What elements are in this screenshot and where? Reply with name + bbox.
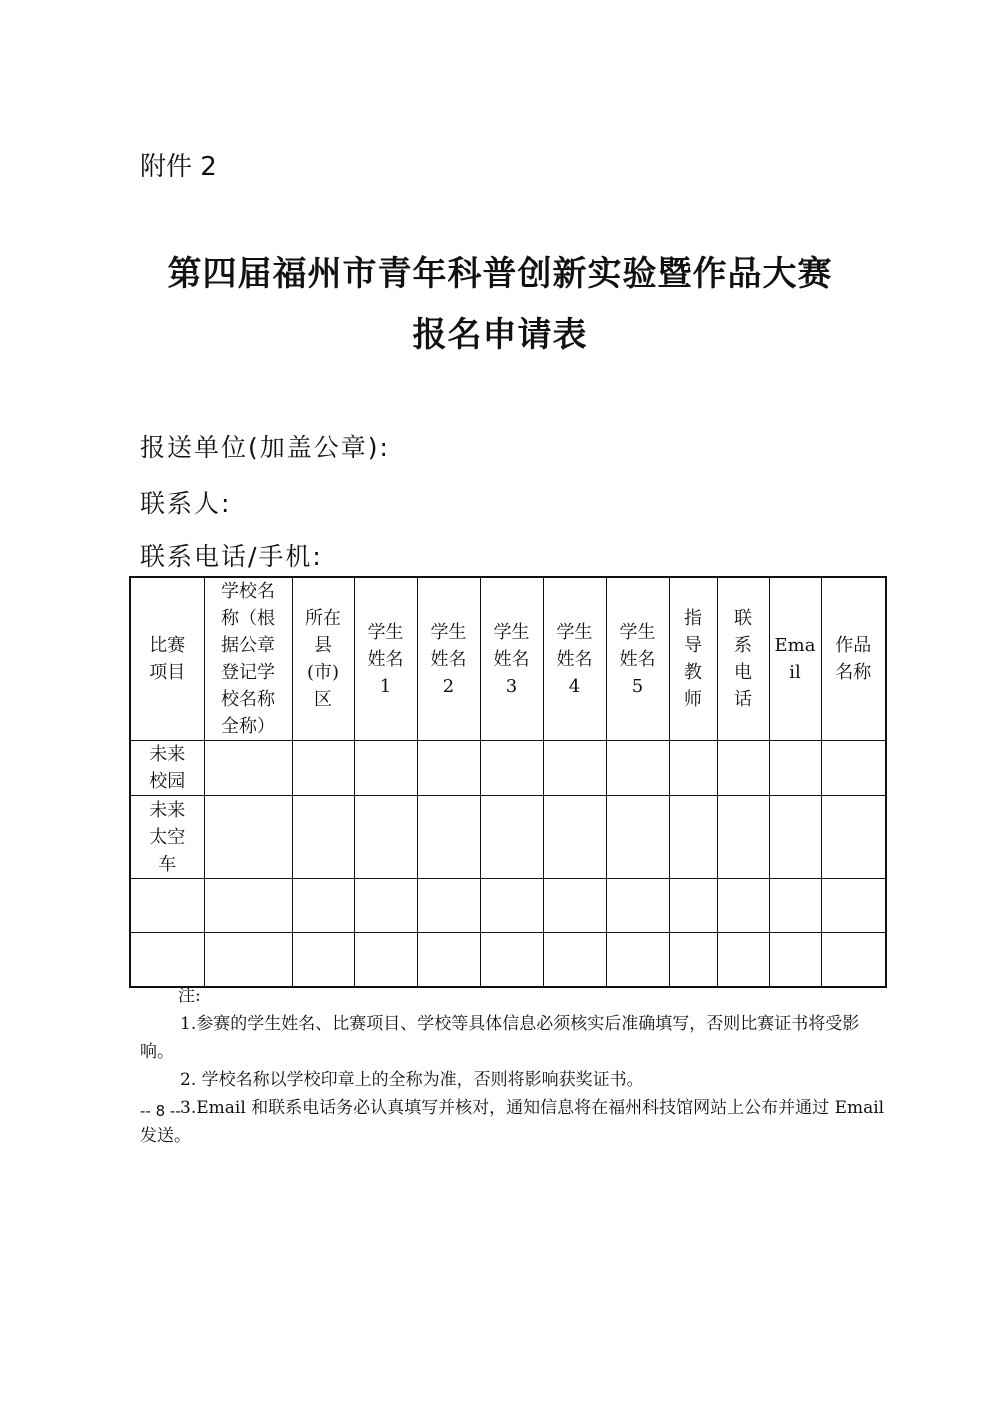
header-text: 所在 县 (市) 区 xyxy=(305,608,341,710)
header-text: 学生 姓名 2 xyxy=(430,621,467,697)
empty-cell[interactable] xyxy=(354,933,417,988)
registration-table xyxy=(129,576,887,988)
empty-cell[interactable] xyxy=(543,933,606,988)
header-cell-student-5 xyxy=(606,577,669,741)
header-text: 学生 姓名 1 xyxy=(367,621,404,697)
empty-cell[interactable] xyxy=(417,879,480,933)
empty-cell[interactable] xyxy=(717,741,769,796)
header-cell-email xyxy=(769,577,821,741)
header-cell-student-1 xyxy=(354,577,417,741)
page-number: -- 8 -- xyxy=(140,1102,181,1120)
header-cell-teacher xyxy=(669,577,717,741)
category-cell[interactable] xyxy=(130,933,204,988)
category-cell xyxy=(130,741,204,796)
empty-cell[interactable] xyxy=(292,879,354,933)
empty-cell[interactable] xyxy=(821,741,886,796)
empty-cell[interactable] xyxy=(717,933,769,988)
empty-cell[interactable] xyxy=(204,879,292,933)
header-text: 联 系 电 话 xyxy=(734,608,752,710)
note-item-2: 2. 学校名称以学校印章上的全称为准，否则将影响获奖证书。 xyxy=(180,1070,644,1090)
header-cell-student-4 xyxy=(543,577,606,741)
header-cell-student-2 xyxy=(417,577,480,741)
table-header-row xyxy=(130,577,886,741)
empty-cell[interactable] xyxy=(204,933,292,988)
header-text: 学生 姓名 5 xyxy=(619,621,656,697)
empty-cell[interactable] xyxy=(292,933,354,988)
category-cell[interactable] xyxy=(130,879,204,933)
empty-cell[interactable] xyxy=(606,879,669,933)
table-row xyxy=(130,933,886,988)
empty-cell[interactable] xyxy=(769,933,821,988)
header-text: Ema il xyxy=(774,635,816,683)
empty-cell[interactable] xyxy=(417,933,480,988)
empty-cell[interactable] xyxy=(543,741,606,796)
header-cell-category xyxy=(130,577,204,741)
notes-label: 注: xyxy=(178,986,201,1006)
attachment-label: 附件 2 xyxy=(140,152,217,182)
empty-cell[interactable] xyxy=(480,796,543,879)
empty-cell[interactable] xyxy=(292,796,354,879)
empty-cell[interactable] xyxy=(543,879,606,933)
category-text: 未来 校园 xyxy=(149,744,186,792)
empty-cell[interactable] xyxy=(354,741,417,796)
submitting-unit-label: 报送单位(加盖公章): xyxy=(140,433,390,462)
header-cell-school xyxy=(204,577,292,741)
empty-cell[interactable] xyxy=(669,879,717,933)
header-text: 指 导 教 师 xyxy=(684,608,702,710)
header-cell-student-3 xyxy=(480,577,543,741)
empty-cell[interactable] xyxy=(669,796,717,879)
table-row xyxy=(130,879,886,933)
empty-cell[interactable] xyxy=(769,796,821,879)
empty-cell[interactable] xyxy=(769,879,821,933)
document-title: 第四届福州市青年科普创新实验暨作品大赛 xyxy=(167,254,833,294)
empty-cell[interactable] xyxy=(480,933,543,988)
empty-cell[interactable] xyxy=(821,796,886,879)
header-text: 学生 姓名 3 xyxy=(493,621,530,697)
note-item-1: 1.参赛的学生姓名、比赛项目、学校等具体信息必须核实后准确填写，否则比赛证书将受影响。 xyxy=(140,1014,860,1062)
empty-cell[interactable] xyxy=(717,879,769,933)
empty-cell[interactable] xyxy=(669,741,717,796)
empty-cell[interactable] xyxy=(606,741,669,796)
empty-cell[interactable] xyxy=(417,796,480,879)
empty-cell[interactable] xyxy=(204,796,292,879)
header-text: 作品 名称 xyxy=(835,635,872,683)
empty-cell[interactable] xyxy=(821,933,886,988)
notes-section xyxy=(140,982,890,1150)
empty-cell[interactable] xyxy=(354,879,417,933)
header-text: 比赛 项目 xyxy=(149,635,186,683)
empty-cell[interactable] xyxy=(669,933,717,988)
empty-cell[interactable] xyxy=(480,879,543,933)
empty-cell[interactable] xyxy=(204,741,292,796)
header-text: 学生 姓名 4 xyxy=(556,621,593,697)
empty-cell[interactable] xyxy=(821,879,886,933)
header-text: 学校名 称（根 据公章 登记学 校名称 全称） xyxy=(221,581,275,737)
note-item-3: 3.Email 和联系电话务必认真填写并核对，通知信息将在福州科技馆网站上公布并通过 Email 发送。 xyxy=(140,1098,885,1146)
contact-phone-label: 联系电话/手机: xyxy=(140,542,323,571)
empty-cell[interactable] xyxy=(543,796,606,879)
empty-cell[interactable] xyxy=(292,741,354,796)
category-text: 未来 太空 车 xyxy=(149,799,186,875)
category-cell xyxy=(130,796,204,879)
empty-cell[interactable] xyxy=(606,933,669,988)
header-cell-district xyxy=(292,577,354,741)
table-row xyxy=(130,796,886,879)
empty-cell[interactable] xyxy=(354,796,417,879)
document-subtitle: 报名申请表 xyxy=(412,315,588,355)
contact-person-label: 联系人: xyxy=(140,489,232,518)
empty-cell[interactable] xyxy=(769,741,821,796)
empty-cell[interactable] xyxy=(717,796,769,879)
empty-cell[interactable] xyxy=(417,741,480,796)
table-row xyxy=(130,741,886,796)
header-cell-phone xyxy=(717,577,769,741)
empty-cell[interactable] xyxy=(480,741,543,796)
empty-cell[interactable] xyxy=(606,796,669,879)
header-cell-work-name xyxy=(821,577,886,741)
